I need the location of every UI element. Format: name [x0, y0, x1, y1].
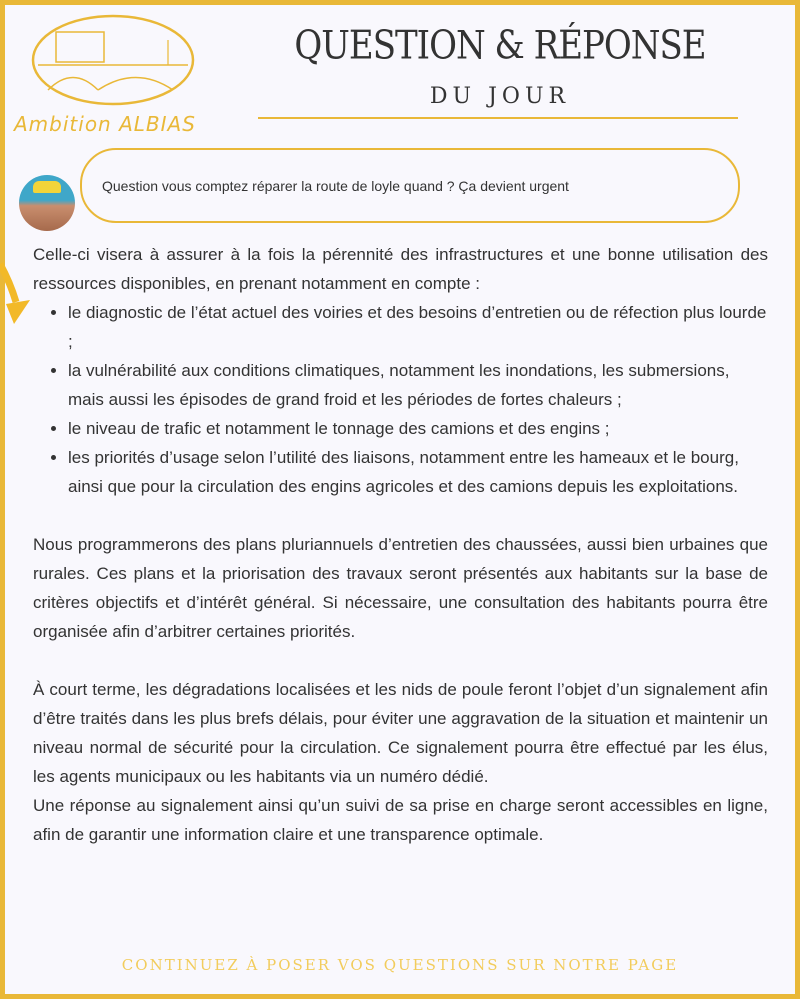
list-item: • le diagnostic de l’état actuel des voiries et des besoins d’entretien ou de réfection plus lourde ; [68, 298, 768, 356]
answer-paragraph: Une réponse au signalement ainsi qu’un suivi de sa prise en charge seront accessibles en ligne, afin de garantir une information claire et une transparence optimale. [33, 796, 768, 844]
bridge-logo [28, 10, 198, 110]
arrow-icon [0, 262, 30, 332]
answer-intro: Celle-ci visera à assurer à la fois la pérennité des infrastructures et une bonne utilisation des ressources disponibles, en prenant notamment en compte : [33, 245, 768, 293]
list-item: • la vulnérabilité aux conditions climatiques, notamment les inondations, les submersions, mais aussi les épisodes de grand froid et les périodes de fortes chaleurs ; [68, 356, 768, 414]
title-divider [258, 117, 738, 119]
footer-cta: CONTINUEZ À POSER VOS QUESTIONS SUR NOTRE PAGE [121, 956, 679, 974]
answer-paragraph: À court terme, les dégradations localisées et les nids de poule feront l’objet d’un signalement afin d’être traités dans les plus brefs délais, pour éviter une aggravation de la situation et maintenir un niveau normal de sécurité pour la circulation. Ce signalement pourra être effectué par les élus, les agents municipaux ou les habitants via un numéro dédié. [33, 680, 768, 786]
question-text: Question vous comptez réparer la route de loyle quand ? Ça devient urgent [102, 178, 569, 194]
list-item: • les priorités d’usage selon l’utilité des liaisons, notamment entre les hameaux et le bourg, ainsi que pour la circulation des engins agricoles et des camions depuis les exploitations. [68, 443, 768, 501]
avatar [19, 175, 75, 231]
list-item: • le niveau de trafic et notamment le tonnage des camions et des engins ; [68, 414, 768, 443]
criteria-list [33, 298, 768, 501]
brand-name: Ambition ALBIAS [14, 112, 196, 136]
page-title: QUESTION & RÉPONSE [294, 23, 706, 69]
answer-body [33, 240, 768, 849]
hat-icon [33, 181, 61, 193]
page-subtitle: DU JOUR [429, 84, 571, 109]
question-bubble [80, 148, 740, 223]
answer-paragraph: Nous programmerons des plans pluriannuels d’entretien des chaussées, aussi bien urbaines que rurales. Ces plans et la priorisation des travaux seront présentés aux habitants sur la base de critères objectifs et d’intérêt général. Si nécessaire, une consultation des habitants pourra être organisée afin d’arbitrer certaines priorités. [33, 535, 768, 641]
